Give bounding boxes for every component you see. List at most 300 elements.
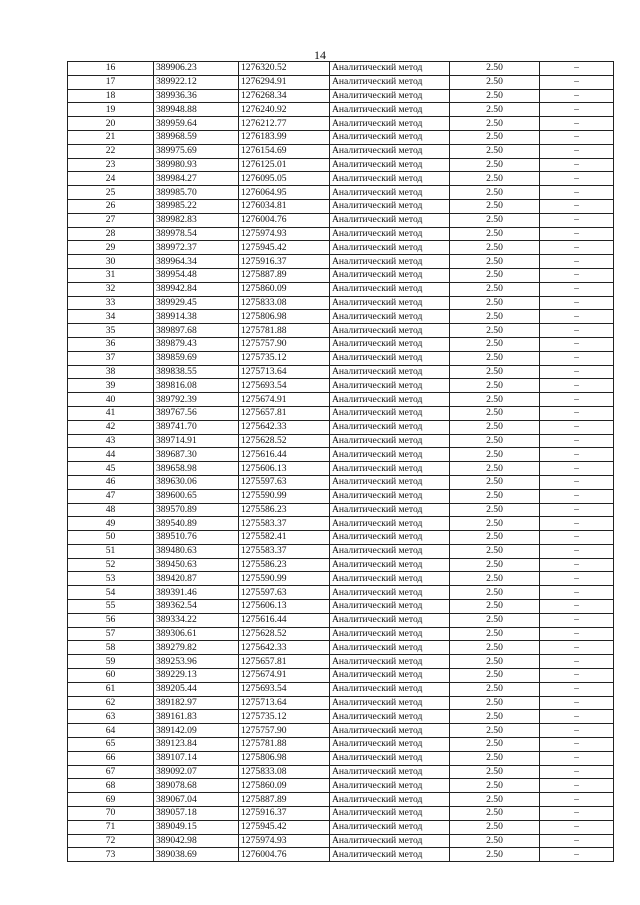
table-row <box>68 62 614 76</box>
table-row <box>68 489 614 503</box>
accuracy-cell: 2.50 <box>450 517 540 531</box>
y-coordinate-cell: 1275606.13 <box>239 600 330 614</box>
x-coordinate-cell: 389142.09 <box>154 724 239 738</box>
accuracy-cell: 2.50 <box>450 710 540 724</box>
method-cell: Аналитический метод <box>330 268 450 282</box>
note-cell: – <box>540 517 614 531</box>
method-cell: Аналитический метод <box>330 765 450 779</box>
table-row <box>68 75 614 89</box>
accuracy-cell: 2.50 <box>450 751 540 765</box>
note-cell: – <box>540 75 614 89</box>
table-row <box>68 158 614 172</box>
note-cell: – <box>540 448 614 462</box>
y-coordinate-cell: 1275713.64 <box>239 365 330 379</box>
y-coordinate-cell: 1276212.77 <box>239 117 330 131</box>
accuracy-cell: 2.50 <box>450 765 540 779</box>
note-cell: – <box>540 296 614 310</box>
table-row <box>68 779 614 793</box>
y-coordinate-cell: 1275616.44 <box>239 613 330 627</box>
y-coordinate-cell: 1275713.64 <box>239 696 330 710</box>
accuracy-cell: 2.50 <box>450 434 540 448</box>
y-coordinate-cell: 1275735.12 <box>239 710 330 724</box>
note-cell: – <box>540 531 614 545</box>
point-number-cell: 34 <box>68 310 154 324</box>
table-row <box>68 351 614 365</box>
coordinates-table-body <box>68 62 614 862</box>
point-number-cell: 31 <box>68 268 154 282</box>
note-cell: – <box>540 572 614 586</box>
method-cell: Аналитический метод <box>330 517 450 531</box>
x-coordinate-cell: 389968.59 <box>154 130 239 144</box>
note-cell: – <box>540 337 614 351</box>
accuracy-cell: 2.50 <box>450 89 540 103</box>
table-row <box>68 682 614 696</box>
x-coordinate-cell: 389687.30 <box>154 448 239 462</box>
table-row <box>68 641 614 655</box>
y-coordinate-cell: 1276320.52 <box>239 62 330 76</box>
point-number-cell: 60 <box>68 669 154 683</box>
note-cell: – <box>540 586 614 600</box>
point-number-cell: 62 <box>68 696 154 710</box>
x-coordinate-cell: 389391.46 <box>154 586 239 600</box>
accuracy-cell: 2.50 <box>450 544 540 558</box>
x-coordinate-cell: 389929.45 <box>154 296 239 310</box>
accuracy-cell: 2.50 <box>450 682 540 696</box>
method-cell: Аналитический метод <box>330 503 450 517</box>
table-row <box>68 544 614 558</box>
y-coordinate-cell: 1275945.42 <box>239 820 330 834</box>
note-cell: – <box>540 627 614 641</box>
accuracy-cell: 2.50 <box>450 820 540 834</box>
accuracy-cell: 2.50 <box>450 365 540 379</box>
note-cell: – <box>540 462 614 476</box>
method-cell: Аналитический метод <box>330 738 450 752</box>
y-coordinate-cell: 1275642.33 <box>239 641 330 655</box>
note-cell: – <box>540 324 614 338</box>
table-row <box>68 420 614 434</box>
point-number-cell: 46 <box>68 475 154 489</box>
x-coordinate-cell: 389205.44 <box>154 682 239 696</box>
x-coordinate-cell: 389067.04 <box>154 793 239 807</box>
accuracy-cell: 2.50 <box>450 158 540 172</box>
method-cell: Аналитический метод <box>330 282 450 296</box>
method-cell: Аналитический метод <box>330 572 450 586</box>
accuracy-cell: 2.50 <box>450 144 540 158</box>
method-cell: Аналитический метод <box>330 434 450 448</box>
note-cell: – <box>540 255 614 269</box>
y-coordinate-cell: 1275597.63 <box>239 475 330 489</box>
point-number-cell: 24 <box>68 172 154 186</box>
accuracy-cell: 2.50 <box>450 600 540 614</box>
note-cell: – <box>540 696 614 710</box>
table-row <box>68 820 614 834</box>
method-cell: Аналитический метод <box>330 558 450 572</box>
method-cell: Аналитический метод <box>330 379 450 393</box>
table-row <box>68 655 614 669</box>
accuracy-cell: 2.50 <box>450 324 540 338</box>
accuracy-cell: 2.50 <box>450 613 540 627</box>
x-coordinate-cell: 389450.63 <box>154 558 239 572</box>
y-coordinate-cell: 1275628.52 <box>239 434 330 448</box>
accuracy-cell: 2.50 <box>450 572 540 586</box>
accuracy-cell: 2.50 <box>450 62 540 76</box>
y-coordinate-cell: 1275590.99 <box>239 489 330 503</box>
accuracy-cell: 2.50 <box>450 172 540 186</box>
table-row <box>68 724 614 738</box>
accuracy-cell: 2.50 <box>450 531 540 545</box>
note-cell: – <box>540 682 614 696</box>
table-row <box>68 186 614 200</box>
y-coordinate-cell: 1275945.42 <box>239 241 330 255</box>
y-coordinate-cell: 1276268.34 <box>239 89 330 103</box>
x-coordinate-cell: 389954.48 <box>154 268 239 282</box>
note-cell: – <box>540 834 614 848</box>
table-row <box>68 738 614 752</box>
note-cell: – <box>540 103 614 117</box>
point-number-cell: 54 <box>68 586 154 600</box>
point-number-cell: 48 <box>68 503 154 517</box>
y-coordinate-cell: 1275757.90 <box>239 337 330 351</box>
accuracy-cell: 2.50 <box>450 586 540 600</box>
point-number-cell: 33 <box>68 296 154 310</box>
method-cell: Аналитический метод <box>330 779 450 793</box>
method-cell: Аналитический метод <box>330 420 450 434</box>
x-coordinate-cell: 389982.83 <box>154 213 239 227</box>
accuracy-cell: 2.50 <box>450 807 540 821</box>
x-coordinate-cell: 389570.89 <box>154 503 239 517</box>
x-coordinate-cell: 389279.82 <box>154 641 239 655</box>
method-cell: Аналитический метод <box>330 62 450 76</box>
x-coordinate-cell: 389714.91 <box>154 434 239 448</box>
point-number-cell: 67 <box>68 765 154 779</box>
accuracy-cell: 2.50 <box>450 462 540 476</box>
x-coordinate-cell: 389658.98 <box>154 462 239 476</box>
x-coordinate-cell: 389057.18 <box>154 807 239 821</box>
accuracy-cell: 2.50 <box>450 724 540 738</box>
method-cell: Аналитический метод <box>330 848 450 862</box>
x-coordinate-cell: 389253.96 <box>154 655 239 669</box>
accuracy-cell: 2.50 <box>450 282 540 296</box>
point-number-cell: 59 <box>68 655 154 669</box>
method-cell: Аналитический метод <box>330 489 450 503</box>
x-coordinate-cell: 389042.98 <box>154 834 239 848</box>
method-cell: Аналитический метод <box>330 296 450 310</box>
accuracy-cell: 2.50 <box>450 738 540 752</box>
note-cell: – <box>540 779 614 793</box>
x-coordinate-cell: 389038.69 <box>154 848 239 862</box>
note-cell: – <box>540 738 614 752</box>
y-coordinate-cell: 1276154.69 <box>239 144 330 158</box>
accuracy-cell: 2.50 <box>450 379 540 393</box>
table-row <box>68 834 614 848</box>
x-coordinate-cell: 389959.64 <box>154 117 239 131</box>
y-coordinate-cell: 1275616.44 <box>239 448 330 462</box>
point-number-cell: 61 <box>68 682 154 696</box>
accuracy-cell: 2.50 <box>450 75 540 89</box>
note-cell: – <box>540 406 614 420</box>
table-row <box>68 268 614 282</box>
method-cell: Аналитический метод <box>330 255 450 269</box>
x-coordinate-cell: 389978.54 <box>154 227 239 241</box>
method-cell: Аналитический метод <box>330 241 450 255</box>
point-number-cell: 16 <box>68 62 154 76</box>
method-cell: Аналитический метод <box>330 793 450 807</box>
y-coordinate-cell: 1276125.01 <box>239 158 330 172</box>
table-row <box>68 517 614 531</box>
table-row <box>68 241 614 255</box>
table-row <box>68 103 614 117</box>
point-number-cell: 25 <box>68 186 154 200</box>
note-cell: – <box>540 351 614 365</box>
point-number-cell: 39 <box>68 379 154 393</box>
y-coordinate-cell: 1275887.89 <box>239 793 330 807</box>
accuracy-cell: 2.50 <box>450 448 540 462</box>
point-number-cell: 57 <box>68 627 154 641</box>
x-coordinate-cell: 389906.23 <box>154 62 239 76</box>
method-cell: Аналитический метод <box>330 462 450 476</box>
method-cell: Аналитический метод <box>330 807 450 821</box>
x-coordinate-cell: 389092.07 <box>154 765 239 779</box>
point-number-cell: 37 <box>68 351 154 365</box>
method-cell: Аналитический метод <box>330 724 450 738</box>
table-row <box>68 296 614 310</box>
note-cell: – <box>540 655 614 669</box>
accuracy-cell: 2.50 <box>450 130 540 144</box>
point-number-cell: 56 <box>68 613 154 627</box>
accuracy-cell: 2.50 <box>450 489 540 503</box>
accuracy-cell: 2.50 <box>450 406 540 420</box>
point-number-cell: 17 <box>68 75 154 89</box>
accuracy-cell: 2.50 <box>450 669 540 683</box>
accuracy-cell: 2.50 <box>450 213 540 227</box>
x-coordinate-cell: 389306.61 <box>154 627 239 641</box>
note-cell: – <box>540 268 614 282</box>
table-row <box>68 696 614 710</box>
note-cell: – <box>540 89 614 103</box>
method-cell: Аналитический метод <box>330 655 450 669</box>
table-row <box>68 213 614 227</box>
point-number-cell: 41 <box>68 406 154 420</box>
table-row <box>68 793 614 807</box>
table-row <box>68 379 614 393</box>
y-coordinate-cell: 1275916.37 <box>239 255 330 269</box>
accuracy-cell: 2.50 <box>450 103 540 117</box>
point-number-cell: 47 <box>68 489 154 503</box>
y-coordinate-cell: 1275781.88 <box>239 738 330 752</box>
table-row <box>68 365 614 379</box>
note-cell: – <box>540 613 614 627</box>
method-cell: Аналитический метод <box>330 600 450 614</box>
point-number-cell: 40 <box>68 393 154 407</box>
method-cell: Аналитический метод <box>330 365 450 379</box>
table-row <box>68 462 614 476</box>
table-row <box>68 627 614 641</box>
point-number-cell: 69 <box>68 793 154 807</box>
point-number-cell: 23 <box>68 158 154 172</box>
point-number-cell: 70 <box>68 807 154 821</box>
y-coordinate-cell: 1275597.63 <box>239 586 330 600</box>
point-number-cell: 44 <box>68 448 154 462</box>
note-cell: – <box>540 199 614 213</box>
method-cell: Аналитический метод <box>330 310 450 324</box>
method-cell: Аналитический метод <box>330 227 450 241</box>
note-cell: – <box>540 130 614 144</box>
y-coordinate-cell: 1275674.91 <box>239 669 330 683</box>
note-cell: – <box>540 820 614 834</box>
method-cell: Аналитический метод <box>330 117 450 131</box>
note-cell: – <box>540 669 614 683</box>
note-cell: – <box>540 213 614 227</box>
table-row <box>68 282 614 296</box>
x-coordinate-cell: 389985.22 <box>154 199 239 213</box>
page-number: 14 <box>314 48 326 62</box>
method-cell: Аналитический метод <box>330 682 450 696</box>
method-cell: Аналитический метод <box>330 696 450 710</box>
table-row <box>68 172 614 186</box>
point-number-cell: 52 <box>68 558 154 572</box>
y-coordinate-cell: 1275860.09 <box>239 282 330 296</box>
table-row <box>68 531 614 545</box>
y-coordinate-cell: 1275582.41 <box>239 531 330 545</box>
accuracy-cell: 2.50 <box>450 475 540 489</box>
method-cell: Аналитический метод <box>330 586 450 600</box>
point-number-cell: 28 <box>68 227 154 241</box>
note-cell: – <box>540 724 614 738</box>
x-coordinate-cell: 389229.13 <box>154 669 239 683</box>
y-coordinate-cell: 1275586.23 <box>239 558 330 572</box>
method-cell: Аналитический метод <box>330 448 450 462</box>
note-cell: – <box>540 751 614 765</box>
y-coordinate-cell: 1275735.12 <box>239 351 330 365</box>
x-coordinate-cell: 389161.83 <box>154 710 239 724</box>
note-cell: – <box>540 241 614 255</box>
method-cell: Аналитический метод <box>330 820 450 834</box>
point-number-cell: 22 <box>68 144 154 158</box>
method-cell: Аналитический метод <box>330 351 450 365</box>
note-cell: – <box>540 765 614 779</box>
table-row <box>68 130 614 144</box>
y-coordinate-cell: 1275642.33 <box>239 420 330 434</box>
method-cell: Аналитический метод <box>330 103 450 117</box>
method-cell: Аналитический метод <box>330 199 450 213</box>
point-number-cell: 58 <box>68 641 154 655</box>
y-coordinate-cell: 1275606.13 <box>239 462 330 476</box>
method-cell: Аналитический метод <box>330 144 450 158</box>
accuracy-cell: 2.50 <box>450 627 540 641</box>
x-coordinate-cell: 389897.68 <box>154 324 239 338</box>
y-coordinate-cell: 1275833.08 <box>239 765 330 779</box>
method-cell: Аналитический метод <box>330 751 450 765</box>
y-coordinate-cell: 1276183.99 <box>239 130 330 144</box>
point-number-cell: 43 <box>68 434 154 448</box>
note-cell: – <box>540 282 614 296</box>
accuracy-cell: 2.50 <box>450 186 540 200</box>
y-coordinate-cell: 1275974.93 <box>239 227 330 241</box>
point-number-cell: 53 <box>68 572 154 586</box>
note-cell: – <box>540 420 614 434</box>
accuracy-cell: 2.50 <box>450 227 540 241</box>
accuracy-cell: 2.50 <box>450 420 540 434</box>
point-number-cell: 66 <box>68 751 154 765</box>
method-cell: Аналитический метод <box>330 710 450 724</box>
table-row <box>68 448 614 462</box>
table-row <box>68 572 614 586</box>
accuracy-cell: 2.50 <box>450 793 540 807</box>
y-coordinate-cell: 1275583.37 <box>239 517 330 531</box>
method-cell: Аналитический метод <box>330 627 450 641</box>
point-number-cell: 71 <box>68 820 154 834</box>
y-coordinate-cell: 1275887.89 <box>239 268 330 282</box>
accuracy-cell: 2.50 <box>450 696 540 710</box>
method-cell: Аналитический метод <box>330 89 450 103</box>
point-number-cell: 45 <box>68 462 154 476</box>
x-coordinate-cell: 389480.63 <box>154 544 239 558</box>
x-coordinate-cell: 389420.87 <box>154 572 239 586</box>
table-row <box>68 503 614 517</box>
point-number-cell: 36 <box>68 337 154 351</box>
note-cell: – <box>540 227 614 241</box>
table-row <box>68 324 614 338</box>
note-cell: – <box>540 393 614 407</box>
table-row <box>68 199 614 213</box>
point-number-cell: 51 <box>68 544 154 558</box>
y-coordinate-cell: 1275586.23 <box>239 503 330 517</box>
accuracy-cell: 2.50 <box>450 255 540 269</box>
y-coordinate-cell: 1275693.54 <box>239 379 330 393</box>
table-row <box>68 255 614 269</box>
x-coordinate-cell: 389980.93 <box>154 158 239 172</box>
table-row <box>68 848 614 862</box>
accuracy-cell: 2.50 <box>450 268 540 282</box>
point-number-cell: 35 <box>68 324 154 338</box>
note-cell: – <box>540 848 614 862</box>
accuracy-cell: 2.50 <box>450 241 540 255</box>
y-coordinate-cell: 1276004.76 <box>239 213 330 227</box>
x-coordinate-cell: 389972.37 <box>154 241 239 255</box>
accuracy-cell: 2.50 <box>450 655 540 669</box>
point-number-cell: 73 <box>68 848 154 862</box>
y-coordinate-cell: 1275781.88 <box>239 324 330 338</box>
y-coordinate-cell: 1276034.81 <box>239 199 330 213</box>
x-coordinate-cell: 389984.27 <box>154 172 239 186</box>
note-cell: – <box>540 807 614 821</box>
y-coordinate-cell: 1275583.37 <box>239 544 330 558</box>
note-cell: – <box>540 379 614 393</box>
accuracy-cell: 2.50 <box>450 296 540 310</box>
method-cell: Аналитический метод <box>330 186 450 200</box>
x-coordinate-cell: 389964.34 <box>154 255 239 269</box>
x-coordinate-cell: 389334.22 <box>154 613 239 627</box>
note-cell: – <box>540 503 614 517</box>
method-cell: Аналитический метод <box>330 613 450 627</box>
x-coordinate-cell: 389942.84 <box>154 282 239 296</box>
note-cell: – <box>540 600 614 614</box>
y-coordinate-cell: 1275757.90 <box>239 724 330 738</box>
method-cell: Аналитический метод <box>330 158 450 172</box>
x-coordinate-cell: 389741.70 <box>154 420 239 434</box>
method-cell: Аналитический метод <box>330 75 450 89</box>
note-cell: – <box>540 710 614 724</box>
point-number-cell: 50 <box>68 531 154 545</box>
x-coordinate-cell: 389922.12 <box>154 75 239 89</box>
y-coordinate-cell: 1276294.91 <box>239 75 330 89</box>
table-row <box>68 710 614 724</box>
x-coordinate-cell: 389123.84 <box>154 738 239 752</box>
x-coordinate-cell: 389859.69 <box>154 351 239 365</box>
y-coordinate-cell: 1275916.37 <box>239 807 330 821</box>
table-row <box>68 765 614 779</box>
table-row <box>68 807 614 821</box>
